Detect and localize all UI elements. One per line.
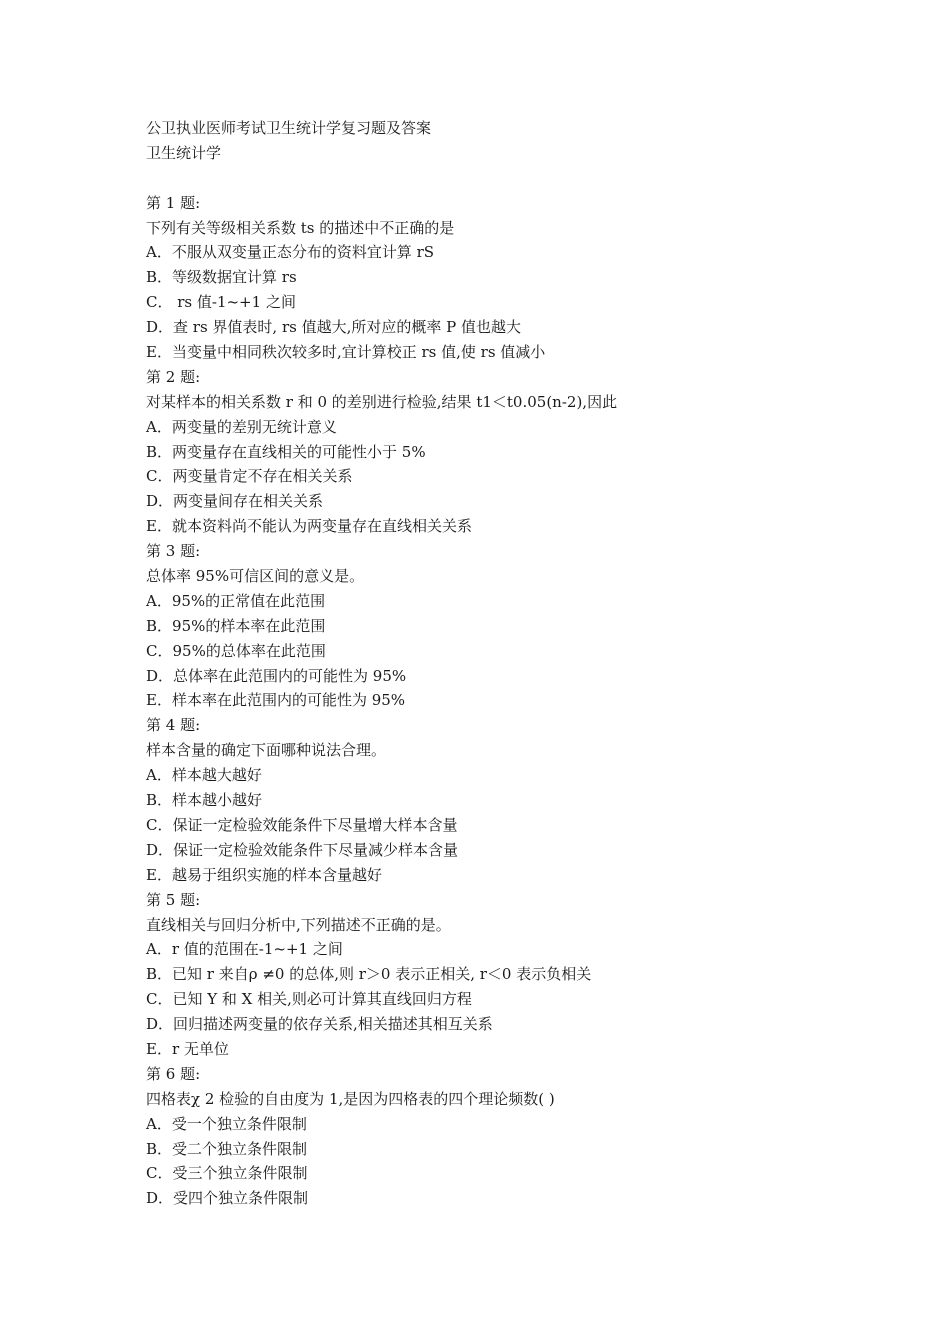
option-a: A．两变量的差别无统计意义 — [146, 417, 337, 436]
option-e: E．越易于组织实施的样本含量越好 — [146, 865, 382, 884]
option-c: C．受三个独立条件限制 — [146, 1164, 308, 1183]
option-a: A．95%的正常值在此范围 — [146, 591, 326, 610]
option-b: B．等级数据宜计算 rs — [146, 268, 297, 287]
option-a: A．r 值的范围在-1~+1 之间 — [146, 940, 343, 959]
option-d: D．受四个独立条件限制 — [146, 1189, 309, 1208]
question-stem: 对某样本的相关系数 r 和 0 的差别进行检验,结果 t1＜t0.05(n-2),因此 — [146, 392, 618, 411]
option-a: A．不服从双变量正态分布的资料宜计算 rS — [146, 243, 435, 262]
option-e: E．就本资料尚不能认为两变量存在直线相关关系 — [146, 517, 472, 536]
option-b: B．两变量存在直线相关的可能性小于 5% — [146, 442, 426, 461]
option-c: C．95%的总体率在此范围 — [146, 641, 326, 660]
option-c: C． rs 值-1~+1 之间 — [146, 293, 296, 312]
option-e: E．当变量中相同秩次较多时,宜计算校正 rs 值,使 rs 值减小 — [146, 343, 546, 362]
question-1 — [146, 191, 866, 365]
question-6 — [146, 1062, 866, 1211]
question-label: 第 4 题: — [146, 716, 201, 735]
question-stem: 样本含量的确定下面哪种说法合理。 — [146, 741, 387, 760]
document-page — [146, 116, 866, 1211]
question-stem: 四格表χ 2 检验的自由度为 1,是因为四格表的四个理论频数( ) — [146, 1089, 555, 1108]
option-c: C．两变量肯定不存在相关关系 — [146, 467, 353, 486]
question-label: 第 3 题: — [146, 542, 201, 561]
question-3 — [146, 539, 866, 713]
question-4 — [146, 713, 866, 887]
option-e: E．r 无单位 — [146, 1039, 229, 1058]
option-a: A．样本越大越好 — [146, 766, 262, 785]
option-d: D．两变量间存在相关关系 — [146, 492, 324, 511]
blank-line — [146, 166, 866, 191]
option-b: B．受二个独立条件限制 — [146, 1139, 308, 1158]
question-stem: 下列有关等级相关系数 ts 的描述中不正确的是 — [146, 218, 455, 237]
option-d: D．查 rs 界值表时, rs 值越大,所对应的概率 P 值也越大 — [146, 318, 522, 337]
question-stem: 总体率 95%可信区间的意义是。 — [146, 567, 365, 586]
question-label: 第 6 题: — [146, 1064, 201, 1083]
document-subtitle: 卫生统计学 — [146, 143, 222, 162]
option-d: D．总体率在此范围内的可能性为 95% — [146, 666, 407, 685]
question-2 — [146, 365, 866, 539]
option-b: B．95%的样本率在此范围 — [146, 616, 326, 635]
question-label: 第 2 题: — [146, 367, 201, 386]
option-b: B．已知 r 来自ρ ≠0 的总体,则 r＞0 表示正相关, r＜0 表示负相关 — [146, 965, 592, 984]
question-5 — [146, 888, 866, 1062]
question-label: 第 1 题: — [146, 193, 201, 212]
document-title: 公卫执业医师考试卫生统计学复习题及答案 — [146, 119, 432, 137]
option-e: E．样本率在此范围内的可能性为 95% — [146, 691, 406, 710]
option-b: B．样本越小越好 — [146, 791, 263, 810]
option-d: D．保证一定检验效能条件下尽量减少样本含量 — [146, 840, 459, 859]
option-a: A．受一个独立条件限制 — [146, 1114, 307, 1133]
option-c: C．保证一定检验效能条件下尽量增大样本含量 — [146, 815, 458, 834]
question-label: 第 5 题: — [146, 890, 201, 909]
option-d: D．回归描述两变量的依存关系,相关描述其相互关系 — [146, 1015, 493, 1034]
question-stem: 直线相关与回归分析中,下列描述不正确的是。 — [146, 915, 451, 934]
option-c: C．已知 Y 和 X 相关,则必可计算其直线回归方程 — [146, 990, 472, 1009]
